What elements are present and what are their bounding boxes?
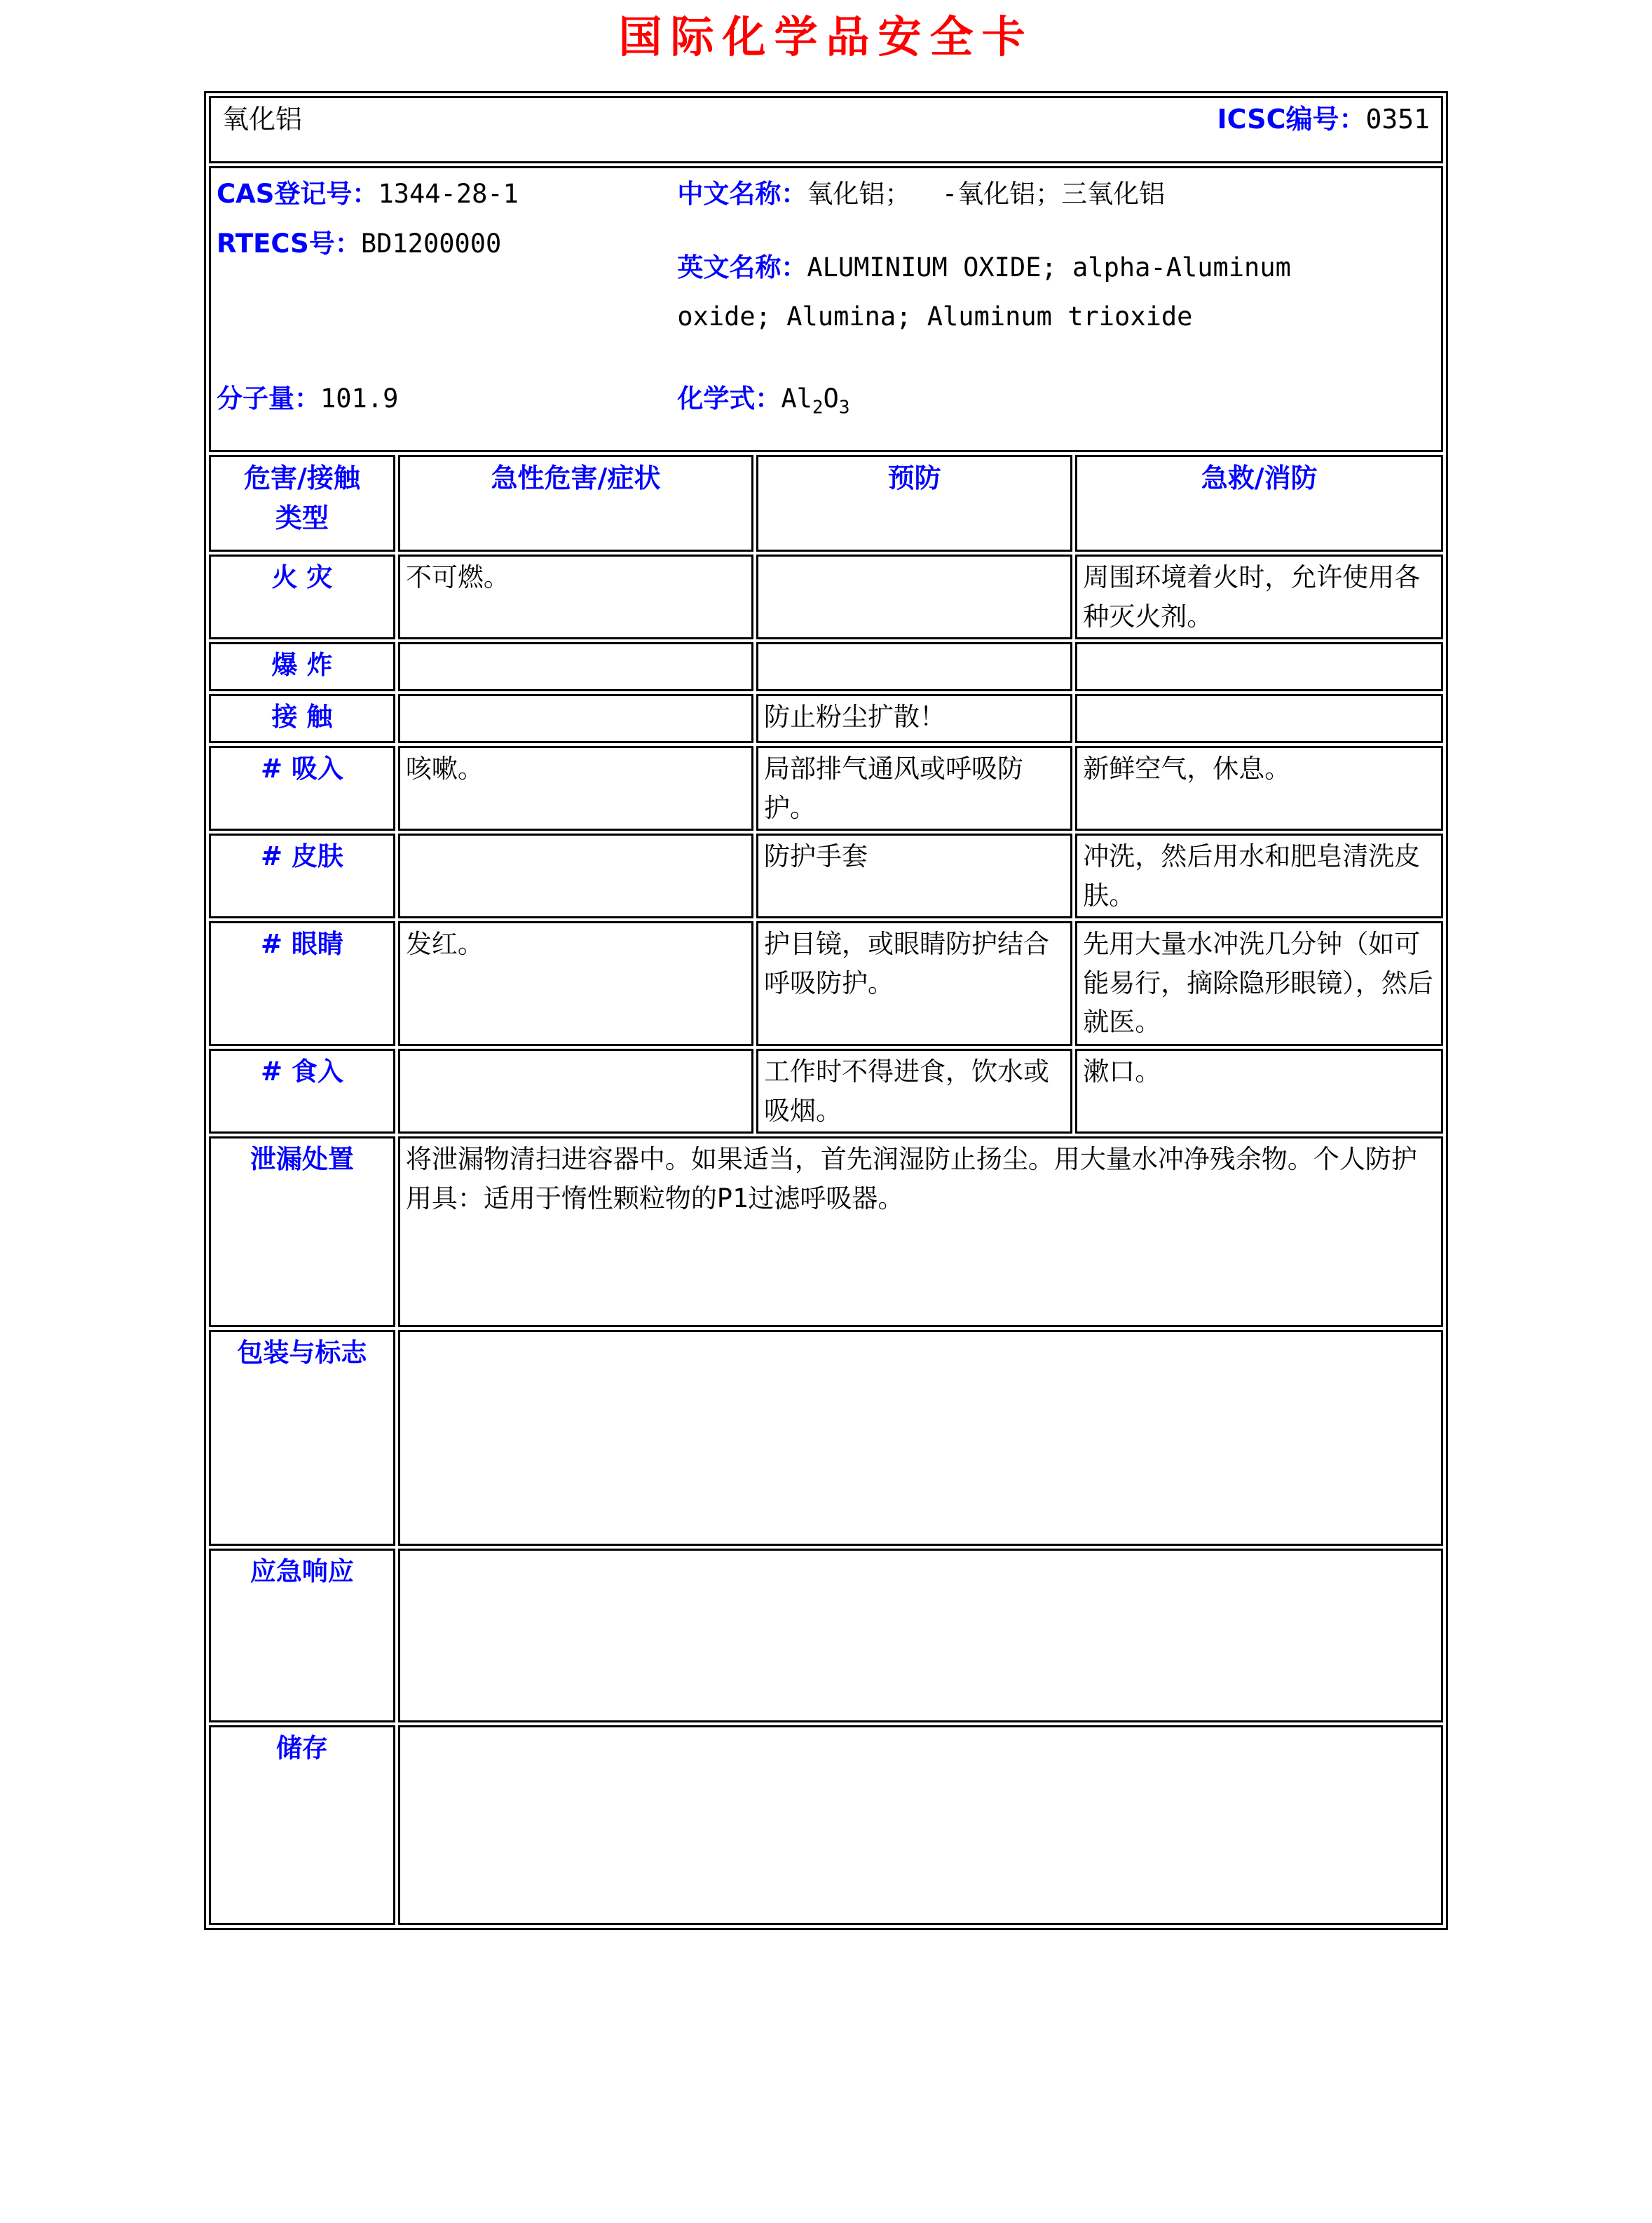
contact-first-aid-cell bbox=[1075, 694, 1443, 743]
formula-subscript-2: 3 bbox=[838, 397, 850, 418]
fire-first-aid-cell: 周围环境着火时，允许使用各种灭火剂。 bbox=[1075, 555, 1443, 639]
identity-right-column bbox=[677, 170, 1435, 341]
chinese-name-label: 中文名称： bbox=[677, 179, 807, 210]
molecular-weight-line bbox=[217, 374, 677, 423]
page-title: 国际化学品安全卡 bbox=[618, 11, 1034, 62]
cas-value: 1344-28-1 bbox=[378, 179, 519, 210]
english-name-line bbox=[677, 243, 1350, 342]
header-first-aid: 急救/消防 bbox=[1075, 455, 1443, 552]
identity-row bbox=[209, 166, 1443, 452]
contact-symptoms-cell bbox=[398, 694, 753, 743]
eyes-first-aid-cell: 先用大量水冲洗几分钟（如可能易行，摘除隐形眼镜），然后就医。 bbox=[1075, 921, 1443, 1046]
explosion-first-aid-cell bbox=[1075, 642, 1443, 691]
spillage-disposal-label: 泄漏处置 bbox=[209, 1136, 395, 1327]
ingestion-first-aid-cell: 漱口。 bbox=[1075, 1049, 1443, 1134]
row-eyes bbox=[209, 921, 1443, 1046]
row-explosion bbox=[209, 642, 1443, 691]
emergency-response-content bbox=[398, 1549, 1443, 1722]
row-emergency-response bbox=[209, 1549, 1443, 1722]
row-fire bbox=[209, 555, 1443, 639]
formula-part-1: Al bbox=[781, 383, 812, 414]
row-spillage-disposal bbox=[209, 1136, 1443, 1327]
explosion-prevention-cell bbox=[756, 642, 1072, 691]
row-skin bbox=[209, 834, 1443, 918]
identity-left-column bbox=[217, 170, 677, 268]
row-inhalation bbox=[209, 746, 1443, 831]
chinese-name-value: 氧化铝； -氧化铝；三氧化铝 bbox=[807, 179, 1166, 210]
row-storage bbox=[209, 1725, 1443, 1925]
row-packaging-labelling bbox=[209, 1330, 1443, 1546]
chemical-formula-label: 化学式： bbox=[677, 383, 781, 414]
skin-prevention-cell: 防护手套 bbox=[756, 834, 1072, 918]
packaging-labelling-content bbox=[398, 1330, 1443, 1546]
identity-cell bbox=[209, 166, 1443, 452]
header-acute-hazards: 急性危害/症状 bbox=[398, 455, 753, 552]
packaging-labelling-label: 包装与标志 bbox=[209, 1330, 395, 1546]
eyes-prevention-cell: 护目镜，或眼睛防护结合呼吸防护。 bbox=[756, 921, 1072, 1046]
molecular-weight-label: 分子量： bbox=[217, 383, 320, 414]
chemical-formula-line bbox=[677, 374, 1435, 426]
rtecs-line bbox=[217, 219, 677, 268]
explosion-symptoms-cell bbox=[398, 642, 753, 691]
molecular-weight-value: 101.9 bbox=[320, 383, 399, 414]
fire-type-label: 火 灾 bbox=[209, 555, 395, 639]
english-name-value: ALUMINIUM OXIDE; alpha-Aluminum oxide; Alumina; Aluminum trioxide bbox=[677, 252, 1291, 332]
eyes-type-label: # 眼睛 bbox=[209, 921, 395, 1046]
skin-type-label: # 皮肤 bbox=[209, 834, 395, 918]
icsc-number-label: ICSC编号： bbox=[1217, 104, 1366, 135]
chinese-name-line bbox=[677, 170, 1435, 219]
header-prevention: 预防 bbox=[756, 455, 1072, 552]
identity-bottom-grid bbox=[217, 374, 1435, 445]
icsc-card-table bbox=[204, 91, 1448, 1930]
ingestion-type-label: # 食入 bbox=[209, 1049, 395, 1134]
spillage-disposal-content: 将泄漏物清扫进容器中。如果适当，首先润湿防止扬尘。用大量水冲净残余物。个人防护用具：适用于惰性颗粒物的P1过滤呼吸器。 bbox=[398, 1136, 1443, 1327]
skin-first-aid-cell: 冲洗，然后用水和肥皂清洗皮肤。 bbox=[1075, 834, 1443, 918]
storage-label: 储存 bbox=[209, 1725, 395, 1925]
storage-content bbox=[398, 1725, 1443, 1925]
rtecs-label: RTECS号： bbox=[217, 228, 361, 259]
ingestion-symptoms-cell bbox=[398, 1049, 753, 1134]
rtecs-value: BD1200000 bbox=[360, 228, 502, 259]
fire-symptoms-cell: 不可燃。 bbox=[398, 555, 753, 639]
icsc-number-value: 0351 bbox=[1365, 104, 1430, 135]
inhalation-prevention-cell: 局部排气通风或呼吸防护。 bbox=[756, 746, 1072, 831]
contact-prevention-cell: 防止粉尘扩散！ bbox=[756, 694, 1072, 743]
inhalation-type-label: # 吸入 bbox=[209, 746, 395, 831]
substance-header-cell bbox=[209, 96, 1443, 163]
contact-type-label: 接 触 bbox=[209, 694, 395, 743]
ingestion-prevention-cell: 工作时不得进食，饮水或吸烟。 bbox=[756, 1049, 1072, 1134]
cas-line bbox=[217, 170, 677, 219]
eyes-symptoms-cell: 发红。 bbox=[398, 921, 753, 1046]
skin-symptoms-cell bbox=[398, 834, 753, 918]
substance-header-row bbox=[209, 96, 1443, 163]
row-contact bbox=[209, 694, 1443, 743]
header-hazard-type: 危害/接触类型 bbox=[209, 455, 395, 552]
identity-block bbox=[217, 170, 1435, 444]
cas-label: CAS登记号： bbox=[217, 179, 378, 210]
row-ingestion bbox=[209, 1049, 1443, 1134]
explosion-type-label: 爆 炸 bbox=[209, 642, 395, 691]
emergency-response-label: 应急响应 bbox=[209, 1549, 395, 1722]
inhalation-first-aid-cell: 新鲜空气，休息。 bbox=[1075, 746, 1443, 831]
formula-part-2: O bbox=[823, 383, 839, 414]
english-name-label: 英文名称： bbox=[677, 252, 807, 283]
fire-prevention-cell bbox=[756, 555, 1072, 639]
hazard-header-row bbox=[209, 455, 1443, 552]
icsc-number-group bbox=[1217, 100, 1430, 140]
formula-subscript-1: 2 bbox=[812, 397, 824, 418]
inhalation-symptoms-cell: 咳嗽。 bbox=[398, 746, 753, 831]
identity-top-grid bbox=[217, 170, 1435, 341]
substance-name: 氧化铝 bbox=[222, 104, 303, 135]
